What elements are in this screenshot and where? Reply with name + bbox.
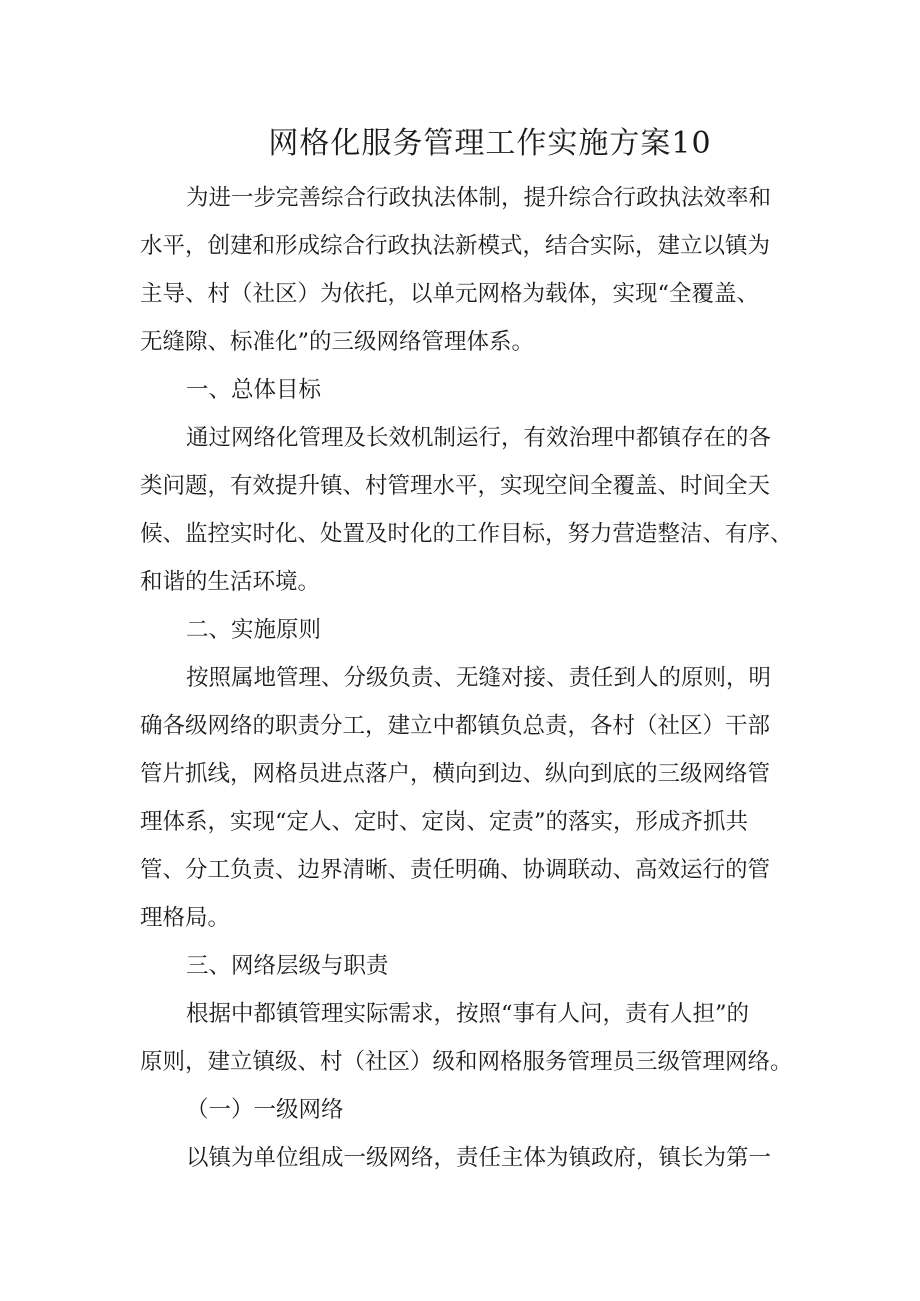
paragraph-line: 为进一步完善综合行政执法体制，提升综合行政执法效率和 (186, 185, 772, 211)
paragraph-line: 类问题，有效提升镇、村管理水平，实现空间全覆盖、时间全天 (140, 473, 771, 499)
paragraph-line: 候、监控实时化、处置及时化的工作目标，努力营造整洁、有序、 (140, 521, 793, 547)
paragraph-line: 管、分工负责、边界清晰、责任明确、协调联动、高效运行的管 (140, 857, 771, 883)
section-heading: 一、总体目标 (186, 377, 322, 403)
section-heading: 二、实施原则 (186, 617, 322, 643)
paragraph-line: 理格局。 (140, 905, 231, 931)
paragraph-line: 确各级网络的职责分工，建立中都镇负总责，各村（社区）干部 (140, 713, 771, 739)
paragraph-line: 通过网络化管理及长效机制运行，有效治理中都镇存在的各 (186, 425, 772, 451)
paragraph-line: 理体系，实现“定人、定时、定岗、定责”的落实，形成齐抓共 (140, 809, 749, 835)
section-heading: 三、网络层级与职责 (186, 953, 389, 979)
paragraph-line: 主导、村（社区）为依托，以单元网格为载体，实现“全覆盖、 (140, 281, 760, 307)
paragraph-line: 根据中都镇管理实际需求，按照“事有人问，责有人担”的 (186, 1001, 750, 1027)
subsection-heading: （一）一级网络 (186, 1097, 344, 1123)
paragraph-line: 按照属地管理、分级负责、无缝对接、责任到人的原则，明 (186, 665, 772, 691)
paragraph-line: 无缝隙、标准化”的三级网络管理体系。 (140, 329, 535, 355)
paragraph-line: 水平，创建和形成综合行政执法新模式，结合实际，建立以镇为 (140, 233, 771, 259)
paragraph-line: 以镇为单位组成一级网络，责任主体为镇政府，镇长为第一 (186, 1145, 772, 1171)
paragraph-line: 和谐的生活环境。 (140, 569, 321, 595)
document-title: 网格化服务管理工作实施方案10 (268, 126, 712, 161)
paragraph-line: 原则，建立镇级、村（社区）级和网格服务管理员三级管理网络。 (140, 1049, 793, 1075)
paragraph-line: 管片抓线，网格员进点落户，横向到边、纵向到底的三级网络管 (140, 761, 771, 787)
